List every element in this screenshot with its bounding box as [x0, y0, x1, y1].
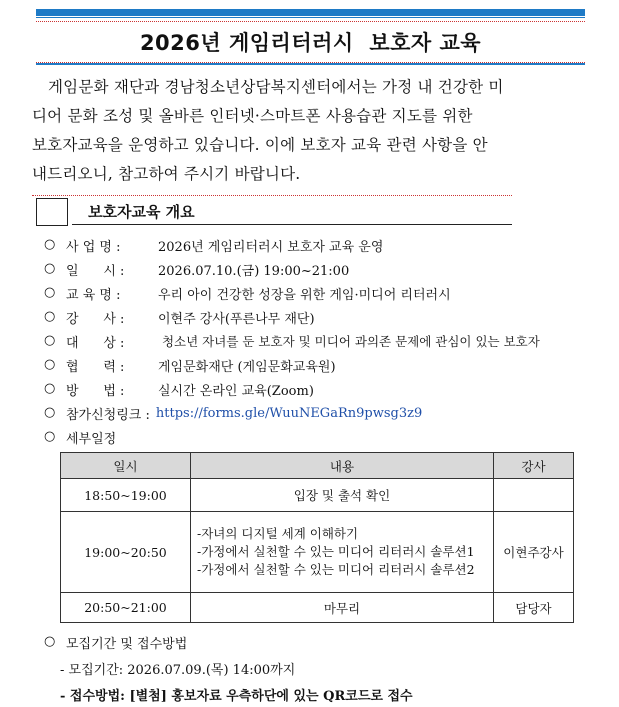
list-item: [44, 329, 604, 353]
schedule-label: 세부일정: [66, 431, 117, 447]
item-value: 우리 아이 건강한 성장을 위한 게임·미디어 리터러시: [158, 287, 451, 303]
title-banner: [36, 9, 585, 66]
recruit-method: [44, 681, 604, 707]
title-bar-top: [36, 9, 585, 16]
title-bar-line: [36, 17, 585, 18]
lecturer-cell: [494, 479, 574, 512]
divider: [32, 195, 512, 196]
content-line: -자녀의 디지털 세계 이해하기: [197, 526, 359, 541]
intro-line: 보호자교육을 운영하고 있습니다. 이에 보호자 교육 관련 사항을 안: [32, 136, 488, 154]
table-row: [61, 479, 574, 512]
intro-line: 내드리오니, 참고하여 주시기 바랍니다.: [32, 165, 301, 183]
circle-bullet-icon: ○: [44, 381, 56, 396]
recruit-section: [44, 629, 604, 707]
table-header-row: [61, 453, 574, 479]
page-title: 2026년 게임리터러시 보호자 교육: [139, 31, 482, 55]
item-label: 대 상 :: [66, 335, 125, 351]
intro-line: 디어 문화 조성 및 올바른 인터넷·스마트폰 사용습관 지도를 위한: [32, 107, 473, 125]
circle-bullet-icon: ○: [44, 634, 56, 649]
item-value: 게임문화재단 (게임문화교육원): [158, 359, 336, 375]
section-title: 보호자교육 개요: [88, 203, 195, 221]
column-header: 강사: [494, 453, 574, 479]
circle-bullet-icon: ○: [44, 405, 56, 420]
lecturer-cell: 이현주강사: [494, 512, 574, 593]
item-value: 이현주 강사(푸른나무 재단): [158, 311, 315, 327]
intro-line: 게임문화 재단과 경남청소년상담복지센터에서는 가정 내 건강한 미: [48, 78, 504, 96]
content-line: -가정에서 실천할 수 있는 미디어 리터러시 솔루션1: [197, 544, 475, 559]
schedule-table: [60, 452, 574, 623]
registration-link[interactable]: https://forms.gle/WuuNEGaRn9pwsg3z9: [155, 405, 423, 421]
circle-bullet-icon: ○: [44, 261, 56, 276]
item-value: 청소년 자녀를 둔 보호자 및 미디어 과의존 문제에 관심이 있는 보호자: [158, 334, 540, 349]
title-bar-bottom: [36, 63, 585, 65]
list-item: [44, 425, 604, 449]
section-box-icon: [36, 198, 68, 226]
list-item: [44, 281, 604, 305]
circle-bullet-icon: ○: [44, 357, 56, 372]
recruit-period-text: - 모집기간: 2026.07.09.(목) 14:00까지: [60, 662, 296, 678]
lecturer-cell: 담당자: [494, 593, 574, 623]
item-value: 실시간 온라인 교육(Zoom): [158, 383, 314, 399]
circle-bullet-icon: ○: [44, 429, 56, 444]
intro-paragraph: [32, 73, 589, 189]
circle-bullet-icon: ○: [44, 237, 56, 252]
item-label: 일 시 :: [66, 263, 125, 279]
recruit-method-text: - 접수방법: [별첨] 홍보자료 우측하단에 있는 QR코드로 접수: [60, 688, 413, 704]
circle-bullet-icon: ○: [44, 309, 56, 324]
list-item: [44, 353, 604, 377]
item-label: 교 육 명 :: [66, 287, 121, 303]
section-underline: [72, 224, 512, 225]
recruit-heading: 모집기간 및 접수방법: [66, 636, 188, 652]
list-item: [44, 233, 604, 257]
item-value: 2026.07.10.(금) 19:00~21:00: [158, 263, 350, 279]
item-label: 협 력 :: [66, 359, 125, 375]
list-item: [44, 629, 604, 655]
section-header: [36, 198, 512, 226]
time-cell: 20:50~21:00: [61, 593, 191, 623]
list-item: [44, 305, 604, 329]
content-cell: 입장 및 출석 확인: [191, 479, 494, 512]
time-cell: 19:00~20:50: [61, 512, 191, 593]
overview-list: [44, 233, 604, 449]
recruit-period: [44, 655, 604, 681]
list-item: [44, 377, 604, 401]
table-row: [61, 593, 574, 623]
table-row: [61, 512, 574, 593]
list-item: [44, 257, 604, 281]
content-cell: [191, 512, 494, 593]
list-item: [44, 401, 604, 425]
content-cell: 마무리: [191, 593, 494, 623]
item-label: 참가신청링크 :: [66, 407, 150, 423]
item-label: 방 법 :: [66, 383, 125, 399]
circle-bullet-icon: ○: [44, 285, 56, 300]
time-cell: 18:50~19:00: [61, 479, 191, 512]
title-box: [36, 21, 585, 63]
circle-bullet-icon: ○: [44, 333, 56, 348]
column-header: 내용: [191, 453, 494, 479]
item-value: 2026년 게임리터러시 보호자 교육 운영: [158, 239, 384, 255]
item-label: 강 사 :: [66, 311, 125, 327]
content-line: -가정에서 실천할 수 있는 미디어 리터러시 솔루션2: [197, 562, 475, 577]
column-header: 일시: [61, 453, 191, 479]
item-label: 사 업 명 :: [66, 239, 121, 255]
